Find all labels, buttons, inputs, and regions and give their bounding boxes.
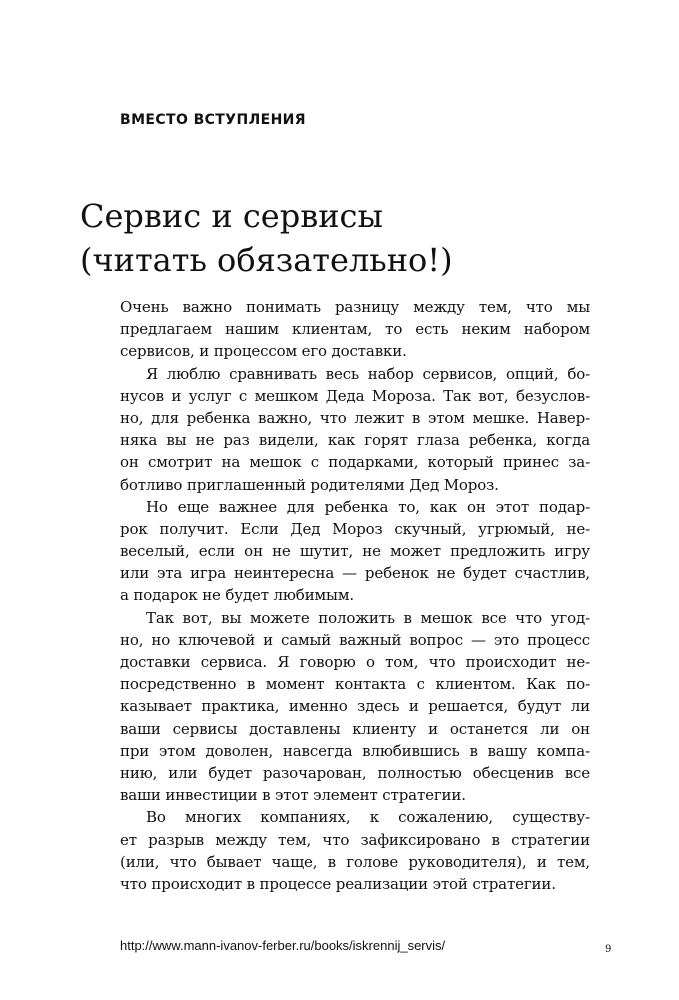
text-line: ваши сервисы доставлены клиенту и останется ли он bbox=[120, 719, 590, 738]
text-line: казывает практика, именно здесь и решается, будут ли bbox=[120, 697, 590, 716]
text-line: или эта игра неинтересна — ребенок не будет счастлив, bbox=[120, 564, 590, 583]
footer-url-link[interactable]: http://www.mann-ivanov-ferber.ru/books/iskrennij_servis/ bbox=[120, 938, 446, 953]
text-line: доставки сервиса. Я говорю о том, что происходит не- bbox=[120, 653, 590, 671]
text-line: а подарок не будет любимым. bbox=[120, 586, 354, 605]
chapter-title bbox=[80, 194, 640, 282]
text-line: предлагаем нашим клиентам, то есть неким набором bbox=[120, 320, 590, 339]
text-line: Я люблю сравнивать весь набор сервисов, опций, бо- bbox=[146, 364, 590, 383]
text-line: сервисов, и процессом его доставки. bbox=[120, 342, 407, 361]
text-line: (или, что бывает чаще, в голове руководителя), и тем, bbox=[120, 852, 590, 871]
text-line: нию, или будет разочарован, полностью обесценив все bbox=[120, 763, 590, 782]
text-line: посредственно в момент контакта с клиентом. Как по- bbox=[120, 675, 590, 694]
text-line: но, для ребенка важно, что лежит в этом мешке. Навер- bbox=[120, 408, 590, 427]
text-line: нусов и услуг с мешком Деда Мороза. Так вот, безуслов- bbox=[120, 386, 590, 405]
text-line: при этом доволен, навсегда влюбившись в вашу компа- bbox=[120, 741, 590, 760]
text-line: Так вот, вы можете положить в мешок все что угод- bbox=[146, 608, 590, 627]
text-line: но, но ключевой и самый важный вопрос — это процесс bbox=[120, 630, 590, 649]
chapter-title-line-1: Сервис и сервисы bbox=[80, 197, 383, 235]
text-line: Очень важно понимать разницу между тем, что мы bbox=[120, 298, 590, 316]
text-line: Во многих компаниях, к сожалению, существу- bbox=[146, 808, 590, 827]
text-line: няка вы не раз видели, как горят глаза ребенка, когда bbox=[120, 431, 590, 450]
text-line: что происходит в процессе реализации этой стратегии. bbox=[120, 874, 556, 893]
text-line: рок получит. Если Дед Мороз скучный, угрюмый, не- bbox=[120, 519, 590, 538]
text-line: Но еще важнее для ребенка то, как он этот подар- bbox=[146, 497, 590, 516]
body-text bbox=[120, 296, 590, 895]
text-line: ваши инвестиции в этот элемент стратегии. bbox=[120, 786, 466, 805]
page-number: 9 bbox=[605, 944, 612, 955]
chapter-title-line-2: (читать обязательно!) bbox=[80, 241, 453, 279]
text-line: ботливо приглашенный родителями Дед Мороз. bbox=[120, 475, 499, 494]
text-line: веселый, если он не шутит, не может предложить игру bbox=[120, 542, 590, 561]
text-line: ет разрыв между тем, что зафиксировано в стратегии bbox=[120, 830, 590, 849]
section-label: ВМЕСТО ВСТУПЛЕНИЯ bbox=[120, 112, 306, 128]
text-line: он смотрит на мешок с подарками, который принес за- bbox=[120, 453, 590, 472]
